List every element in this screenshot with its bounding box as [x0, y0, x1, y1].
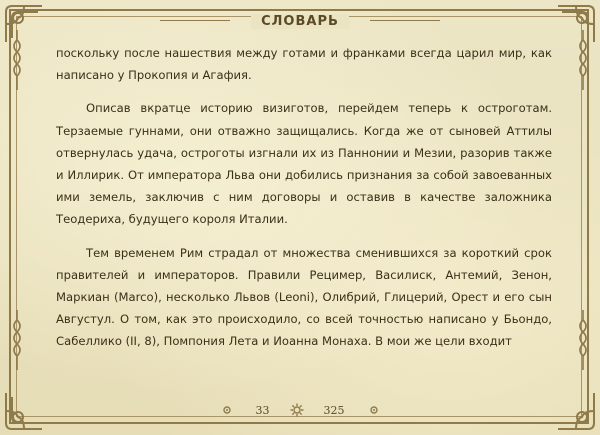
page-footer [0, 398, 600, 422]
total-pages-number: 325 [323, 403, 345, 417]
paragraph: поскольку после нашествия между готами и франками всегда царил мир, как написано у Прокопия и Агафия. [56, 46, 552, 83]
side-knot-ornament-icon [10, 30, 24, 90]
title-bar [150, 9, 450, 33]
corner-ornament-icon [2, 2, 46, 46]
paragraph: Описав вкратце историю визиготов, перейдем теперь к остроготам. Терзаемые гуннами, они отважно защищались. Когда же от сыновей Аттилы отвернулась удача, остроготы изгнали их из Паннонии и Мезии, разорив также и Иллирик. От императора Льва они добились признания за собой завоеванных ими земель, заключив с ним договоры и оставив в качестве заложника Теодериха, будущего короля Италии. [56, 101, 552, 227]
side-knot-ornament-icon [576, 310, 590, 370]
paragraph: Тем временем Рим страдал от множества сменившихся за короткий срок правителей и императоров. Правили Рецимер, Василиск, Антемий, Зенон, Маркиан (Marco), несколько Львов (Leoni), Олибрий, Глицерий, Орест и его сын Августул. О том, как это происходило, со всей точностью написано у Бьондо, Сабеллико (II, 8), Помпония Лета и Иоанна Монаха. В мои же цели входит [56, 245, 552, 349]
current-page-number: 33 [255, 403, 270, 417]
page-title: СЛОВАРЬ [251, 14, 349, 29]
ornament-dot-icon [222, 405, 232, 415]
title-rule-right [370, 20, 440, 21]
side-knot-ornament-icon [576, 30, 590, 90]
side-knot-ornament-icon [10, 310, 24, 370]
ornament-dot-icon [369, 405, 379, 415]
dictionary-text [56, 42, 552, 367]
title-rule-left [160, 20, 230, 21]
gear-ornament-icon[interactable] [290, 403, 304, 417]
